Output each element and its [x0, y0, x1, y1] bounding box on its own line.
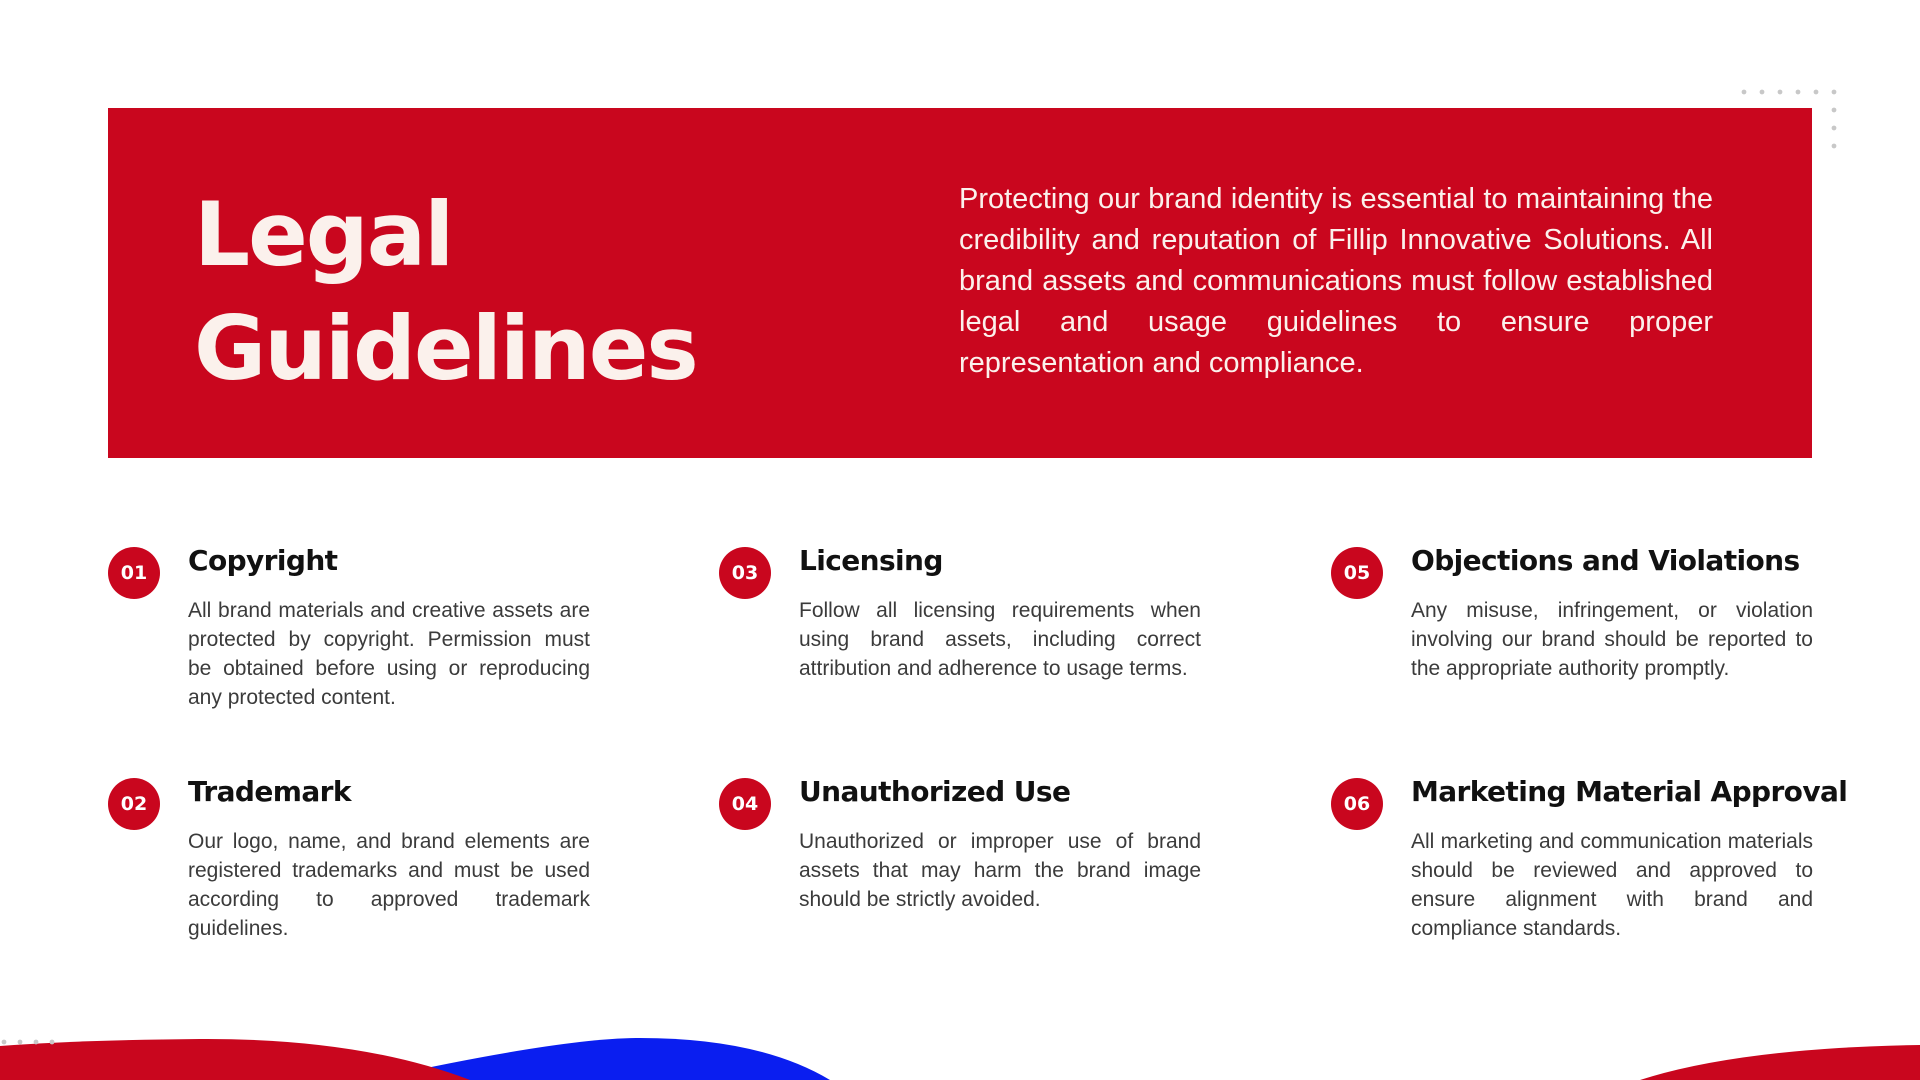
number-badge: 01 [108, 547, 160, 599]
guideline-item-unauthorized-use [719, 774, 1209, 974]
guideline-item-copyright [108, 543, 598, 743]
guideline-title: Licensing [799, 544, 943, 577]
guideline-item-marketing-approval [1331, 774, 1848, 974]
guideline-item-trademark [108, 774, 598, 974]
red-wave-shape-left [0, 1039, 470, 1080]
number-badge: 05 [1331, 547, 1383, 599]
hero-description: Protecting our brand identity is essential to maintaining the credibility and reputation of Fillip Innovative Solutions. All brand assets and communications must follow established legal and usage guidelines to ensure proper representation and compliance. [959, 183, 1713, 379]
hero-banner [108, 108, 1812, 458]
guideline-description: All marketing and communication materials should be reviewed and approved to ensure alignment with brand and compliance standards. [1411, 830, 1813, 940]
number-badge: 06 [1331, 778, 1383, 830]
guideline-description: Our logo, name, and brand elements are registered trademarks and must be used according to approved trademark guidelines. [188, 830, 590, 940]
guideline-item-objections-violations [1331, 543, 1821, 743]
dot-row-decoration [0, 1036, 64, 1048]
red-wave-shape-right [1640, 1045, 1920, 1080]
guideline-title: Copyright [188, 544, 338, 577]
guideline-description: Follow all licensing requirements when using brand assets, including correct attribution and adherence to usage terms. [799, 599, 1201, 680]
guideline-title: Marketing Material Approval [1411, 775, 1848, 808]
number-badge: 03 [719, 547, 771, 599]
guideline-description: Any misuse, infringement, or violation involving our brand should be reported to the appropriate authority promptly. [1411, 599, 1813, 680]
guideline-item-licensing [719, 543, 1209, 743]
number-badge: 04 [719, 778, 771, 830]
number-badge: 02 [108, 778, 160, 830]
guideline-title: Unauthorized Use [799, 775, 1071, 808]
guideline-title: Trademark [188, 775, 351, 808]
guideline-title: Objections and Violations [1411, 544, 1800, 577]
page-title: Legal Guidelines [194, 183, 697, 400]
wave-decoration [0, 1020, 1920, 1080]
guideline-description: Unauthorized or improper use of brand assets that may harm the brand image should be strictly avoided. [799, 830, 1201, 911]
guideline-description: All brand materials and creative assets are protected by copyright. Permission must be obtained before using or reproducing any protected content. [188, 599, 590, 709]
